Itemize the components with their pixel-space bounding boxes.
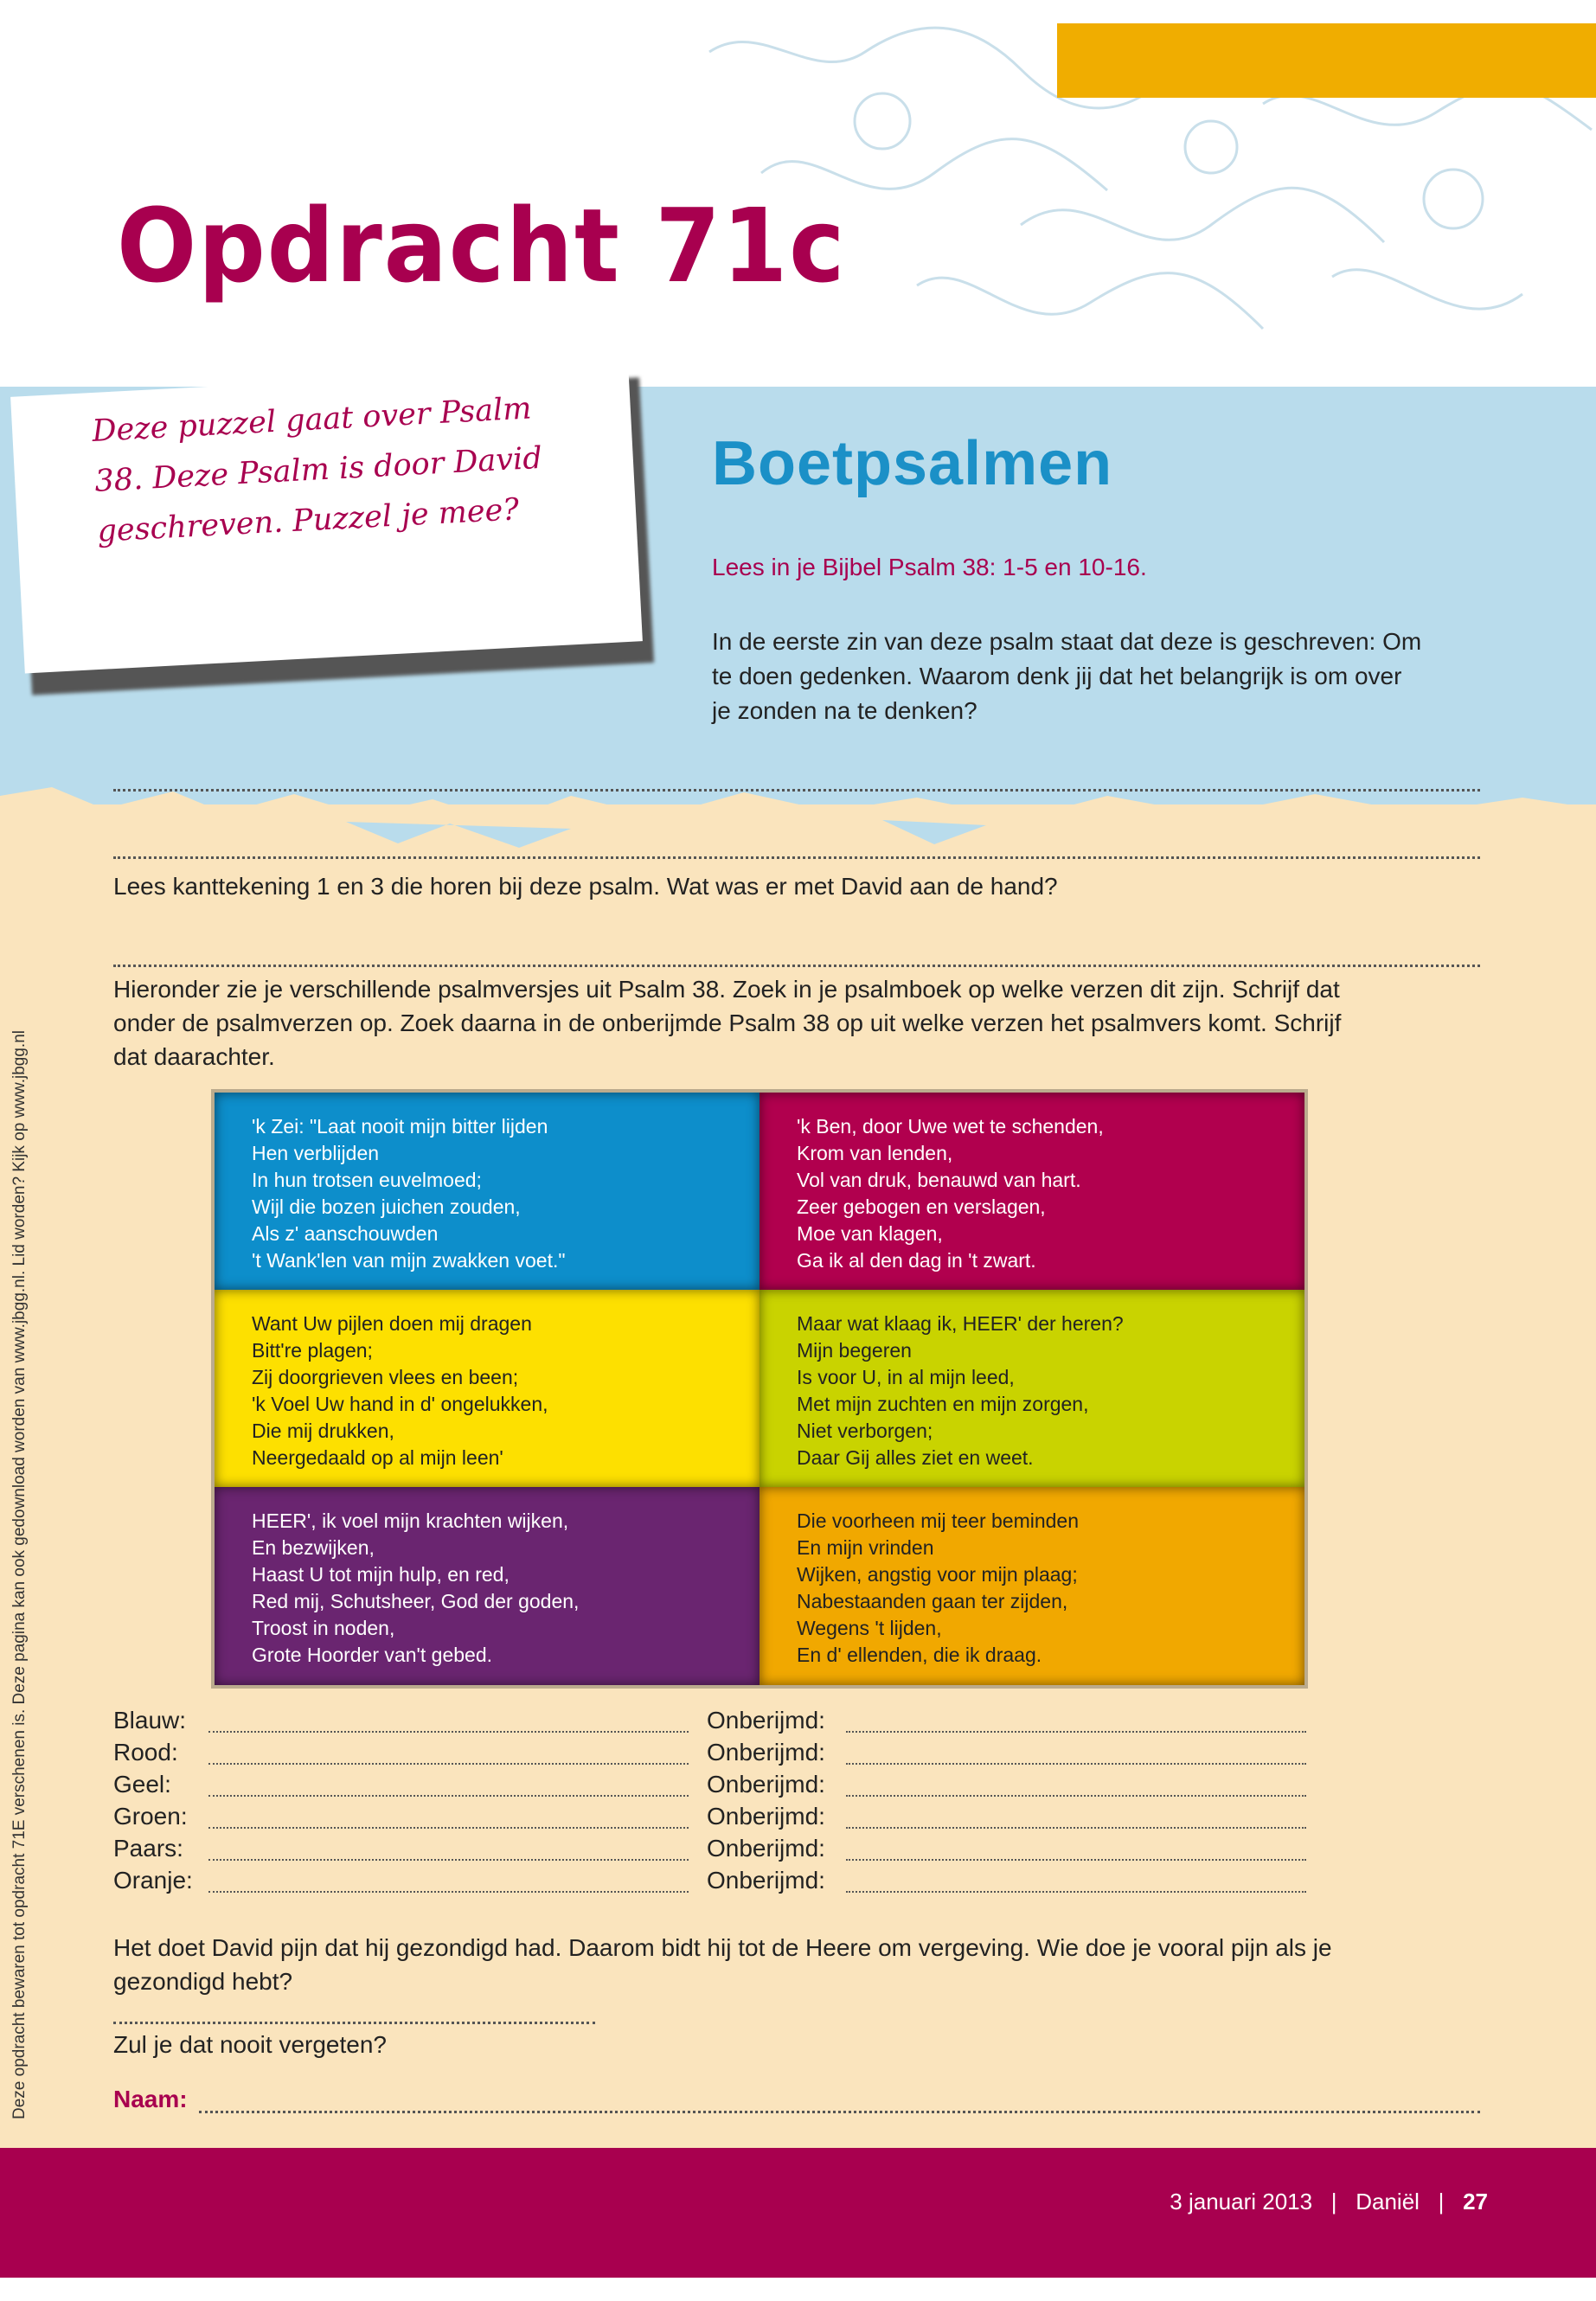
verse-line: Met mijn zuchten en mijn zorgen, bbox=[797, 1393, 1089, 1415]
question-3-line: Het doet David pijn dat hij gezondigd had. Daarom bidt hij tot de Heere om vergeving. Wie doe je vooral pijn als je bbox=[113, 1934, 1332, 1961]
answer-label: Oranje: bbox=[113, 1867, 193, 1894]
verse-line: Bitt're plagen; bbox=[252, 1339, 373, 1362]
answer-line-1b[interactable] bbox=[113, 856, 1480, 859]
verse-line: In hun trotsen euvelmoed; bbox=[252, 1169, 482, 1191]
verse-line: 'k Voel Uw hand in d' ongelukken, bbox=[252, 1393, 548, 1415]
page-title: Opdracht 71c bbox=[117, 186, 847, 305]
answer-row-oranje bbox=[113, 1867, 1307, 1899]
onberijmd-label: Onberijmd: bbox=[707, 1835, 825, 1862]
answer-row-rood bbox=[113, 1739, 1307, 1771]
verse-line: Wegens 't lijden, bbox=[797, 1617, 942, 1639]
verse-line: Als z' aanschouwden bbox=[252, 1222, 439, 1245]
verse-line: Haast U tot mijn hulp, en red, bbox=[252, 1563, 510, 1586]
verse-line: En d' ellenden, die ik draag. bbox=[797, 1644, 1042, 1666]
verse-line: Die mij drukken, bbox=[252, 1420, 394, 1442]
onberijmd-line[interactable] bbox=[846, 1731, 1306, 1733]
verse-line: Grote Hoorder van't gebed. bbox=[252, 1644, 492, 1666]
answer-label: Blauw: bbox=[113, 1707, 187, 1734]
verse-line: Hen verblijden bbox=[252, 1142, 380, 1164]
answer-label: Rood: bbox=[113, 1739, 178, 1766]
verse-line: Mijn begeren bbox=[797, 1339, 912, 1362]
answer-line-1a[interactable] bbox=[113, 789, 1480, 792]
answer-line[interactable] bbox=[208, 1827, 689, 1829]
onberijmd-line[interactable] bbox=[846, 1795, 1306, 1797]
verse-line: Krom van lenden, bbox=[797, 1142, 953, 1164]
question-1-line: te doen gedenken. Waarom denk jij dat het belangrijk is om over bbox=[712, 663, 1402, 689]
verse-grid bbox=[215, 1093, 1304, 1685]
answer-label: Paars: bbox=[113, 1835, 183, 1862]
verse-line: Wijken, angstig voor mijn plaag; bbox=[797, 1563, 1078, 1586]
answer-row-geel bbox=[113, 1771, 1307, 1803]
verse-line: HEER', ik voel mijn krachten wijken, bbox=[252, 1509, 569, 1532]
footer-date: 3 januari 2013 bbox=[1170, 2189, 1313, 2214]
question-4: Zul je dat nooit vergeten? bbox=[113, 2031, 387, 2058]
verse-line: Troost in noden, bbox=[252, 1617, 395, 1639]
footer-publication: Daniël bbox=[1356, 2189, 1420, 2214]
instructions-line: dat daarachter. bbox=[113, 1043, 275, 1070]
answer-line[interactable] bbox=[208, 1763, 689, 1765]
verse-cell-blue bbox=[215, 1093, 760, 1290]
verse-line: Maar wat klaag ik, HEER' der heren? bbox=[797, 1312, 1124, 1335]
onberijmd-line[interactable] bbox=[846, 1827, 1306, 1829]
verse-line: Daar Gij alles ziet en weet. bbox=[797, 1446, 1034, 1469]
note-line: geschreven. Puzzel je mee? bbox=[96, 492, 520, 549]
verse-line: Vol van druk, benauwd van hart. bbox=[797, 1169, 1081, 1191]
question-3 bbox=[113, 1931, 1497, 1998]
verse-line: Wijl die bozen juichen zouden, bbox=[252, 1195, 521, 1218]
verse-line: Zij doorgrieven vlees en been; bbox=[252, 1366, 519, 1388]
onberijmd-label: Onberijmd: bbox=[707, 1771, 825, 1798]
verse-line: Red mij, Schutsheer, God der goden, bbox=[252, 1590, 580, 1612]
note-text bbox=[91, 381, 582, 557]
onberijmd-label: Onberijmd: bbox=[707, 1803, 825, 1830]
answer-row-blauw bbox=[113, 1707, 1307, 1739]
answer-label: Geel: bbox=[113, 1771, 171, 1798]
answer-line[interactable] bbox=[208, 1731, 689, 1733]
name-line[interactable] bbox=[199, 2111, 1480, 2113]
question-3-line: gezondigd hebt? bbox=[113, 1968, 293, 1995]
verse-cell-green bbox=[760, 1290, 1304, 1487]
verse-line: Ga ik al den dag in 't zwart. bbox=[797, 1249, 1036, 1272]
question-1-line: je zonden na te denken? bbox=[712, 697, 977, 724]
footer-text bbox=[1170, 2189, 1488, 2215]
onberijmd-line[interactable] bbox=[846, 1859, 1306, 1861]
answer-line[interactable] bbox=[208, 1891, 689, 1893]
onberijmd-line[interactable] bbox=[846, 1763, 1306, 1765]
instructions-line: Hieronder zie je verschillende psalmversjes uit Psalm 38. Zoek in je psalmboek op welke verzen dit zijn. Schrijf dat bbox=[113, 976, 1340, 1003]
verse-line: Niet verborgen; bbox=[797, 1420, 933, 1442]
verse-line: 't Wank'len van mijn zwakken voet." bbox=[252, 1249, 566, 1272]
torn-edge-decoration bbox=[0, 761, 1596, 865]
answer-line-3[interactable] bbox=[113, 2022, 595, 2024]
question-2: Lees kanttekening 1 en 3 die horen bij deze psalm. Wat was er met David aan de hand? bbox=[113, 873, 1058, 900]
answer-label: Groen: bbox=[113, 1803, 188, 1830]
answer-row-paars bbox=[113, 1835, 1307, 1867]
verse-line: 'k Zei: "Laat nooit mijn bitter lijden bbox=[252, 1115, 548, 1138]
answer-line-2[interactable] bbox=[113, 965, 1480, 967]
page-number: 27 bbox=[1463, 2189, 1488, 2214]
verse-cell-yellow bbox=[215, 1290, 760, 1487]
answer-row-groen bbox=[113, 1803, 1307, 1835]
verse-line: Zeer gebogen en verslagen, bbox=[797, 1195, 1046, 1218]
orange-accent-bar bbox=[1057, 23, 1596, 98]
name-label: Naam: bbox=[113, 2086, 188, 2112]
verse-line: En bezwijken, bbox=[252, 1536, 375, 1559]
verse-line: Neergedaald op al mijn leen' bbox=[252, 1446, 503, 1469]
verse-line: Moe van klagen, bbox=[797, 1222, 943, 1245]
question-1 bbox=[712, 625, 1490, 728]
answer-line[interactable] bbox=[208, 1859, 689, 1861]
question-1-line: In de eerste zin van deze psalm staat dat deze is geschreven: Om bbox=[712, 628, 1422, 655]
onberijmd-label: Onberijmd: bbox=[707, 1707, 825, 1734]
verse-line: Is voor U, in al mijn leed, bbox=[797, 1366, 1015, 1388]
note-line: 38. Deze Psalm is door David bbox=[93, 440, 543, 499]
verse-line: En mijn vrinden bbox=[797, 1536, 934, 1559]
answer-line[interactable] bbox=[208, 1795, 689, 1797]
verse-cell-purple bbox=[215, 1487, 760, 1685]
verse-line: Nabestaanden gaan ter zijden, bbox=[797, 1590, 1068, 1612]
verse-line: Die voorheen mij teer beminden bbox=[797, 1509, 1080, 1532]
side-note: Deze opdracht bewaren tot opdracht 71E verschenen is. Deze pagina kan ook gedownload worden van www.jbgg.nl. Lid worden? Kijk op www.jbgg.nl bbox=[10, 1030, 29, 2119]
footer-separator: | bbox=[1426, 2189, 1457, 2214]
instructions-line: onder de psalmverzen op. Zoek daarna in de onberijmde Psalm 38 op uit welke verzen het psalmvers komt. Schrijf bbox=[113, 1009, 1342, 1036]
instructions bbox=[113, 972, 1497, 1074]
verse-cell-red bbox=[760, 1093, 1304, 1290]
footer-separator: | bbox=[1318, 2189, 1349, 2214]
onberijmd-label: Onberijmd: bbox=[707, 1739, 825, 1766]
reading-instruction: Lees in je Bijbel Psalm 38: 1-5 en 10-16. bbox=[712, 554, 1147, 580]
verse-line: 'k Ben, door Uwe wet te schenden, bbox=[797, 1115, 1104, 1138]
onberijmd-line[interactable] bbox=[846, 1891, 1306, 1893]
verse-line: Want Uw pijlen doen mij dragen bbox=[252, 1312, 532, 1335]
onberijmd-label: Onberijmd: bbox=[707, 1867, 825, 1894]
verse-cell-orange bbox=[760, 1487, 1304, 1685]
section-heading: Boetpsalmen bbox=[712, 429, 1113, 498]
note-line: Deze puzzel gaat over Psalm bbox=[91, 391, 533, 449]
